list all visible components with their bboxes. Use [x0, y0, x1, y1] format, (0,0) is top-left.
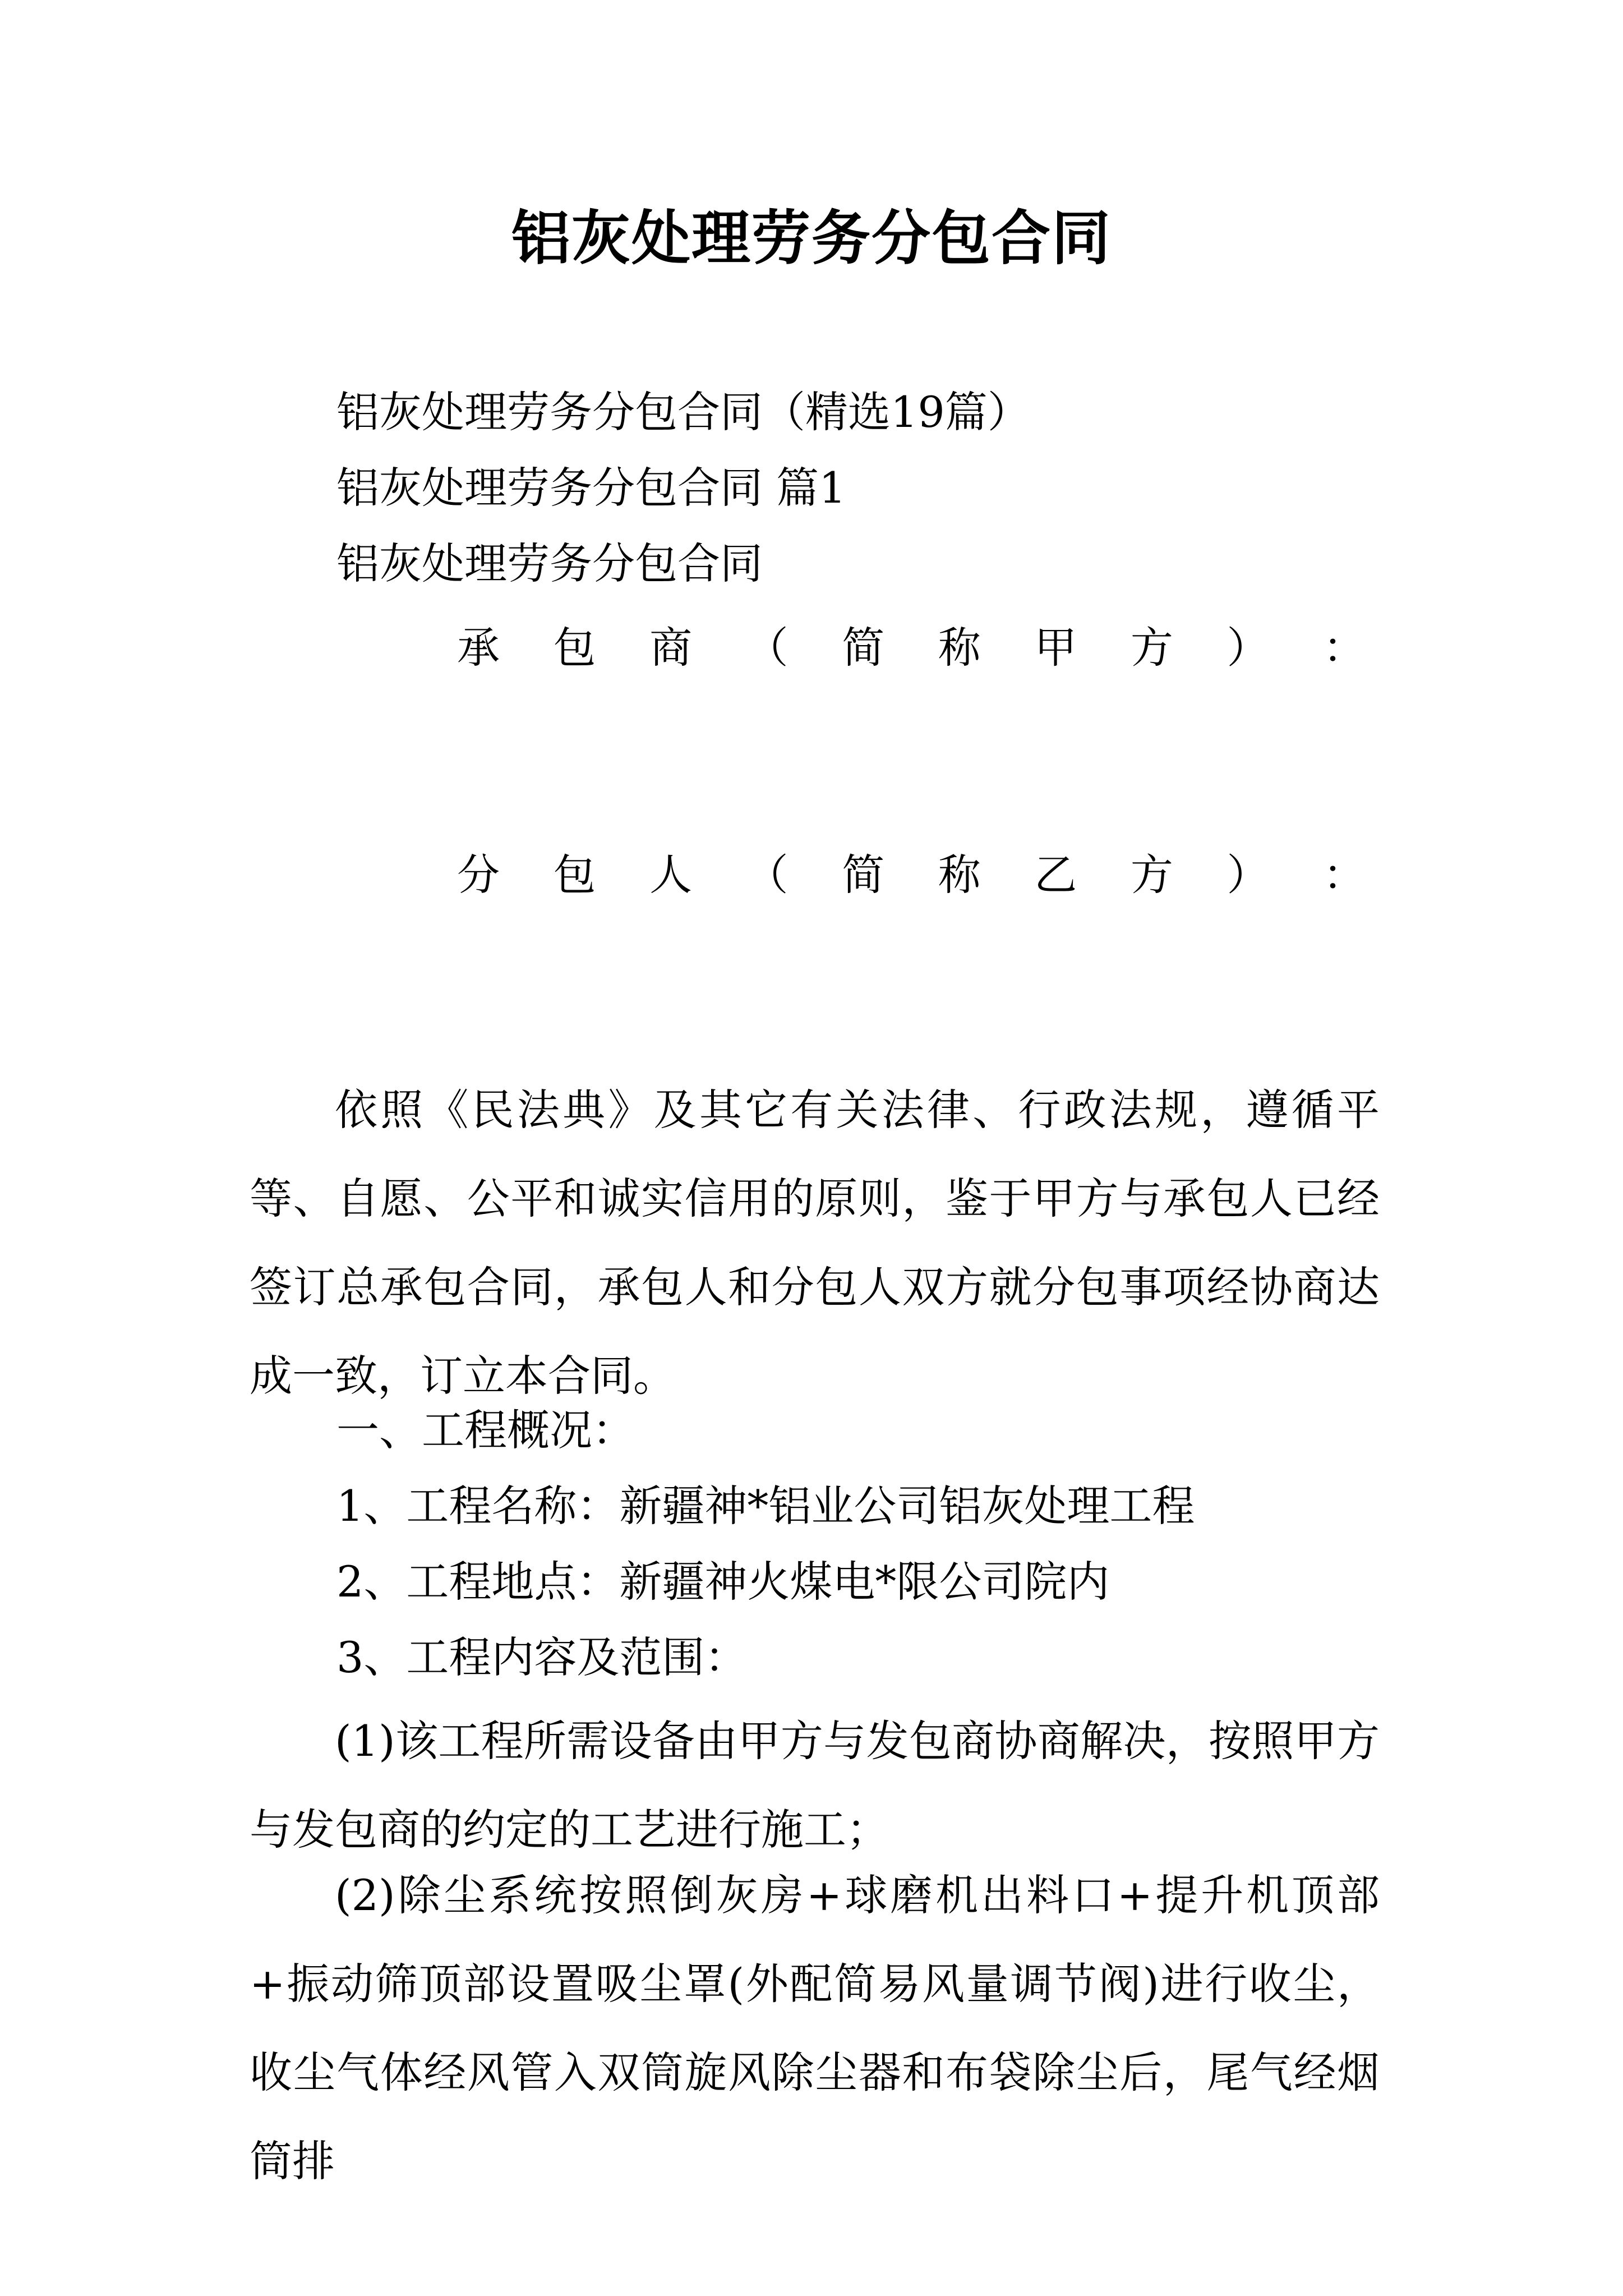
- party-a-char: 方: [1130, 623, 1173, 673]
- party-a-char: 称: [938, 623, 981, 673]
- party-b-char: 分: [457, 850, 500, 900]
- contract-name: 铝灰处理劳务分包合同: [336, 539, 763, 588]
- project-scope-item: 3、工程内容及范围：: [336, 1632, 748, 1682]
- section-heading: 铝灰处理劳务分包合同 篇1: [336, 463, 846, 513]
- party-b-char: 简: [842, 850, 885, 900]
- document-subtitle: 铝灰处理劳务分包合同（精选19篇）: [336, 387, 1030, 437]
- party-a-char: ：: [1322, 623, 1366, 673]
- preamble-paragraph: 依照《民法典》及其它有关法律、行政法规，遵循平等、自愿、公平和诚实信用的原则，鉴于甲方与承包人已经签订总承包合同，承包人和分包人双方就分包事项经协商达成一致，订立本合同。: [250, 1085, 1380, 1401]
- section-one-heading: 一、工程概况：: [336, 1405, 635, 1455]
- party-a-char: 包: [553, 623, 596, 673]
- clause-1-paragraph: (1)该工程所需设备由甲方与发包商协商解决，按照甲方与发包商的约定的工艺进行施工；: [250, 1716, 1380, 1855]
- party-b-char: 乙: [1034, 850, 1077, 900]
- party-b-label: [457, 844, 1366, 906]
- party-b-char: （: [745, 850, 789, 900]
- party-b-char: 人: [649, 850, 693, 900]
- party-a-char: ）: [1227, 623, 1270, 673]
- clause-2-paragraph: (2)除尘系统按照倒灰房+球磨机出料口+提升机顶部+振动筛顶部设置吸尘罩(外配简易风量调节阀)进行收尘，收尘气体经风管入双筒旋风除尘器和布袋除尘后，尾气经烟筒排: [250, 1870, 1380, 2186]
- party-a-label: [457, 617, 1366, 679]
- document-title: 铝灰处理劳务分包合同: [511, 204, 1112, 273]
- party-a-char: 简: [842, 623, 885, 673]
- project-name-item: 1、工程名称：新疆神*铝业公司铝灰处理工程: [336, 1481, 1195, 1531]
- party-a-char: 承: [457, 623, 500, 673]
- party-a-char: 商: [649, 623, 693, 673]
- party-b-char: ）: [1227, 850, 1270, 900]
- party-b-char: 包: [553, 850, 596, 900]
- party-a-char: （: [745, 623, 789, 673]
- party-b-char: 方: [1130, 850, 1173, 900]
- party-a-char: 甲: [1034, 623, 1077, 673]
- project-location-item: 2、工程地点：新疆神火煤电*限公司院内: [336, 1557, 1110, 1607]
- party-b-char: ：: [1322, 850, 1366, 900]
- party-b-char: 称: [938, 850, 981, 900]
